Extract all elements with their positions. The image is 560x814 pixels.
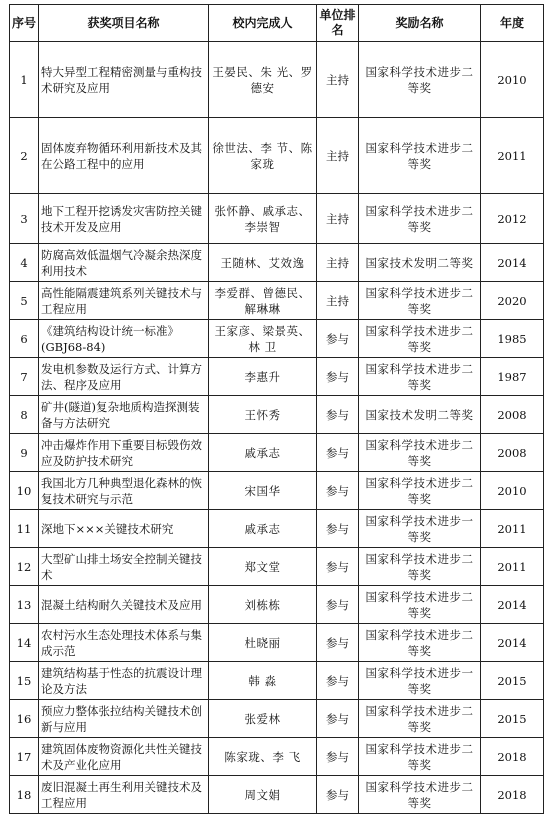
- header-role: 单位排名: [317, 5, 359, 42]
- cell-no: 1: [10, 42, 39, 118]
- cell-year: 2018: [481, 776, 544, 814]
- cell-no: 15: [10, 662, 39, 700]
- cell-award: 国家科学技术进步二等奖: [359, 472, 481, 510]
- cell-project: 发电机参数及运行方式、计算方法、程序及应用: [39, 358, 209, 396]
- cell-people: 王家彦、梁景英、林 卫: [209, 320, 317, 358]
- table-row: [10, 358, 544, 396]
- table-row: [10, 244, 544, 282]
- cell-role: 参与: [317, 472, 359, 510]
- cell-role: 主持: [317, 42, 359, 118]
- cell-year: 2018: [481, 738, 544, 776]
- cell-no: 8: [10, 396, 39, 434]
- cell-year: 2011: [481, 510, 544, 548]
- cell-role: 主持: [317, 118, 359, 194]
- cell-project: 矿井(隧道)复杂地质构造探测装备与方法研究: [39, 396, 209, 434]
- header-no: 序号: [10, 5, 39, 42]
- cell-people: 王晏民、朱 光、罗德安: [209, 42, 317, 118]
- table-row: [10, 776, 544, 814]
- table-row: [10, 700, 544, 738]
- cell-award: 国家科学技术进步一等奖: [359, 510, 481, 548]
- cell-role: 主持: [317, 194, 359, 244]
- award-rows: [10, 42, 544, 814]
- cell-no: 7: [10, 358, 39, 396]
- cell-no: 9: [10, 434, 39, 472]
- table-row: [10, 472, 544, 510]
- cell-project: 预应力整体张拉结构关键技术创新与应用: [39, 700, 209, 738]
- cell-award: 国家科学技术进步二等奖: [359, 358, 481, 396]
- cell-role: 参与: [317, 510, 359, 548]
- cell-project: 防腐高效低温烟气冷凝余热深度利用技术: [39, 244, 209, 282]
- cell-people: 徐世法、李 节、陈家珑: [209, 118, 317, 194]
- cell-people: 郑文堂: [209, 548, 317, 586]
- cell-project: 《建筑结构设计统一标准》(GBJ68-84): [39, 320, 209, 358]
- table-row: [10, 434, 544, 472]
- cell-role: 主持: [317, 282, 359, 320]
- cell-award: 国家技术发明二等奖: [359, 396, 481, 434]
- cell-year: 2014: [481, 244, 544, 282]
- cell-role: 参与: [317, 738, 359, 776]
- cell-year: 2011: [481, 118, 544, 194]
- cell-year: 2011: [481, 548, 544, 586]
- cell-project: 大型矿山排土场安全控制关键技术: [39, 548, 209, 586]
- cell-people: 宋国华: [209, 472, 317, 510]
- cell-year: 2008: [481, 434, 544, 472]
- cell-role: 参与: [317, 776, 359, 814]
- cell-award: 国家技术发明二等奖: [359, 244, 481, 282]
- cell-no: 11: [10, 510, 39, 548]
- cell-project: 农村污水生态处理技术体系与集成示范: [39, 624, 209, 662]
- table-row: [10, 42, 544, 118]
- table-row: [10, 396, 544, 434]
- awards-table: [9, 4, 544, 814]
- cell-project: 建筑结构基于性态的抗震设计理论及方法: [39, 662, 209, 700]
- table-row: [10, 194, 544, 244]
- cell-no: 2: [10, 118, 39, 194]
- cell-role: 参与: [317, 358, 359, 396]
- cell-role: 参与: [317, 662, 359, 700]
- table-row: [10, 510, 544, 548]
- header-year: 年度: [481, 5, 544, 42]
- cell-award: 国家科学技术进步二等奖: [359, 776, 481, 814]
- cell-people: 王随林、艾效逸: [209, 244, 317, 282]
- cell-no: 17: [10, 738, 39, 776]
- cell-award: 国家科学技术进步二等奖: [359, 282, 481, 320]
- cell-role: 参与: [317, 700, 359, 738]
- cell-year: 2008: [481, 396, 544, 434]
- cell-people: 王怀秀: [209, 396, 317, 434]
- cell-people: 杜晓丽: [209, 624, 317, 662]
- cell-role: 参与: [317, 586, 359, 624]
- cell-no: 10: [10, 472, 39, 510]
- cell-role: 参与: [317, 434, 359, 472]
- cell-role: 参与: [317, 624, 359, 662]
- cell-award: 国家科学技术进步二等奖: [359, 548, 481, 586]
- cell-role: 主持: [317, 244, 359, 282]
- cell-award: 国家科学技术进步二等奖: [359, 738, 481, 776]
- cell-no: 4: [10, 244, 39, 282]
- table-row: [10, 662, 544, 700]
- cell-year: 2015: [481, 662, 544, 700]
- cell-no: 13: [10, 586, 39, 624]
- cell-project: 深地下×××关键技术研究: [39, 510, 209, 548]
- cell-year: 1987: [481, 358, 544, 396]
- cell-project: 冲击爆炸作用下重要目标毁伤效应及防护技术研究: [39, 434, 209, 472]
- cell-project: 混凝土结构耐久关键技术及应用: [39, 586, 209, 624]
- cell-no: 5: [10, 282, 39, 320]
- cell-no: 18: [10, 776, 39, 814]
- cell-project: 固体废弃物循环利用新技术及其在公路工程中的应用: [39, 118, 209, 194]
- cell-no: 6: [10, 320, 39, 358]
- header-people: 校内完成人: [209, 5, 317, 42]
- cell-award: 国家科学技术进步二等奖: [359, 624, 481, 662]
- cell-people: 李惠升: [209, 358, 317, 396]
- cell-year: 2012: [481, 194, 544, 244]
- header-award: 奖励名称: [359, 5, 481, 42]
- cell-year: 2010: [481, 472, 544, 510]
- cell-role: 参与: [317, 320, 359, 358]
- header-row: [10, 5, 544, 42]
- cell-people: 韩 淼: [209, 662, 317, 700]
- table-row: [10, 118, 544, 194]
- cell-no: 16: [10, 700, 39, 738]
- cell-year: 2015: [481, 700, 544, 738]
- table-row: [10, 586, 544, 624]
- header-project: 获奖项目名称: [39, 5, 209, 42]
- cell-year: 2010: [481, 42, 544, 118]
- cell-people: 张爱林: [209, 700, 317, 738]
- cell-project: 废旧混凝土再生利用关键技术及工程应用: [39, 776, 209, 814]
- cell-people: 戚承志: [209, 510, 317, 548]
- cell-no: 12: [10, 548, 39, 586]
- cell-people: 李爱群、曾德民、解琳琳: [209, 282, 317, 320]
- cell-no: 14: [10, 624, 39, 662]
- cell-award: 国家科学技术进步二等奖: [359, 700, 481, 738]
- cell-project: 建筑固体废物资源化共性关键技术及产业化应用: [39, 738, 209, 776]
- cell-no: 3: [10, 194, 39, 244]
- cell-project: 地下工程开挖诱发灾害防控关键技术开发及应用: [39, 194, 209, 244]
- cell-award: 国家科学技术进步二等奖: [359, 586, 481, 624]
- cell-people: 陈家珑、李 飞: [209, 738, 317, 776]
- cell-people: 戚承志: [209, 434, 317, 472]
- table-row: [10, 624, 544, 662]
- cell-award: 国家科学技术进步一等奖: [359, 662, 481, 700]
- table-row: [10, 282, 544, 320]
- cell-role: 参与: [317, 548, 359, 586]
- table-row: [10, 548, 544, 586]
- table-row: [10, 738, 544, 776]
- table-row: [10, 320, 544, 358]
- cell-people: 周文娟: [209, 776, 317, 814]
- cell-project: 特大异型工程精密测量与重构技术研究及应用: [39, 42, 209, 118]
- cell-award: 国家科学技术进步二等奖: [359, 434, 481, 472]
- cell-year: 2020: [481, 282, 544, 320]
- cell-award: 国家科学技术进步二等奖: [359, 42, 481, 118]
- cell-year: 2014: [481, 586, 544, 624]
- cell-award: 国家科学技术进步二等奖: [359, 118, 481, 194]
- cell-year: 2014: [481, 624, 544, 662]
- cell-role: 参与: [317, 396, 359, 434]
- cell-award: 国家科学技术进步二等奖: [359, 320, 481, 358]
- cell-people: 张怀静、戚承志、李崇智: [209, 194, 317, 244]
- cell-award: 国家科学技术进步二等奖: [359, 194, 481, 244]
- cell-project: 高性能隔震建筑系列关键技术与工程应用: [39, 282, 209, 320]
- cell-year: 1985: [481, 320, 544, 358]
- cell-people: 刘栋栋: [209, 586, 317, 624]
- cell-project: 我国北方几种典型退化森林的恢复技术研究与示范: [39, 472, 209, 510]
